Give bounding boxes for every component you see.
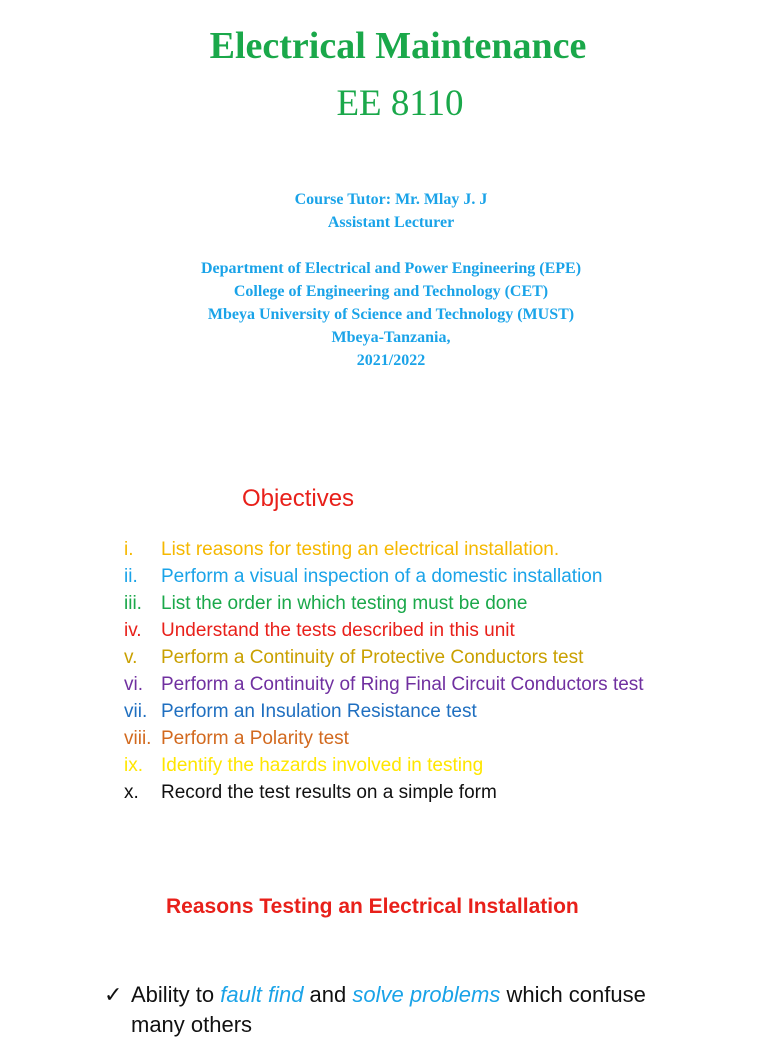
reason-continuation: many others [131, 1012, 253, 1037]
objective-text: Record the test results on a simple form [161, 782, 497, 803]
objective-number: i. [124, 539, 134, 560]
objective-number: ix. [124, 755, 143, 776]
objective-text: Perform an Insulation Resistance test [161, 701, 477, 722]
objectives-heading: Objectives [242, 485, 355, 512]
objective-text: List the order in which testing must be done [161, 593, 528, 614]
objective-number: vi. [124, 674, 143, 695]
objective-text: Perform a Continuity of Ring Final Circuit Conductors test [161, 674, 644, 695]
department: Department of Electrical and Power Engineering (EPE) [200, 260, 582, 277]
objective-number: iv. [124, 620, 142, 641]
checkmark-icon: ✓ [104, 982, 123, 1007]
reason-part: which confuse [500, 982, 646, 1007]
reason-emphasis: solve problems [352, 982, 501, 1007]
objective-number: viii. [124, 728, 152, 749]
reason-emphasis: fault find [220, 982, 304, 1007]
objective-number: vii. [124, 701, 148, 722]
objective-text: Perform a Continuity of Protective Conductors test [161, 647, 584, 668]
objective-text: Perform a visual inspection of a domestic installation [161, 566, 603, 587]
objective-text: Understand the tests described in this unit [161, 620, 515, 641]
institution-block [0, 257, 768, 372]
college: College of Engineering and Technology (CET) [233, 283, 549, 300]
objective-text: List reasons for testing an electrical installation. [161, 539, 560, 560]
tutor-name: Course Tutor: Mr. Mlay J. J [294, 191, 488, 208]
document-title: Electrical Maintenance [209, 25, 587, 67]
reason-part: Ability to [131, 982, 221, 1007]
objective-number: x. [124, 782, 139, 803]
objective-number: ii. [124, 566, 138, 587]
reason-part: and [303, 982, 353, 1007]
location: Mbeya-Tanzania, [331, 329, 451, 346]
objective-text: Identify the hazards involved in testing [161, 755, 484, 776]
academic-year: 2021/2022 [356, 352, 426, 369]
reason-text [131, 980, 646, 1010]
objective-text: Perform a Polarity test [161, 728, 349, 749]
objective-number: iii. [124, 593, 142, 614]
objective-number: v. [124, 647, 138, 668]
university: Mbeya University of Science and Technology (MUST) [207, 306, 575, 323]
tutor-position: Assistant Lecturer [327, 214, 455, 231]
reasons-heading: Reasons Testing an Electrical Installation [166, 895, 579, 918]
tutor-block [0, 188, 768, 234]
course-code: EE 8110 [336, 83, 464, 124]
